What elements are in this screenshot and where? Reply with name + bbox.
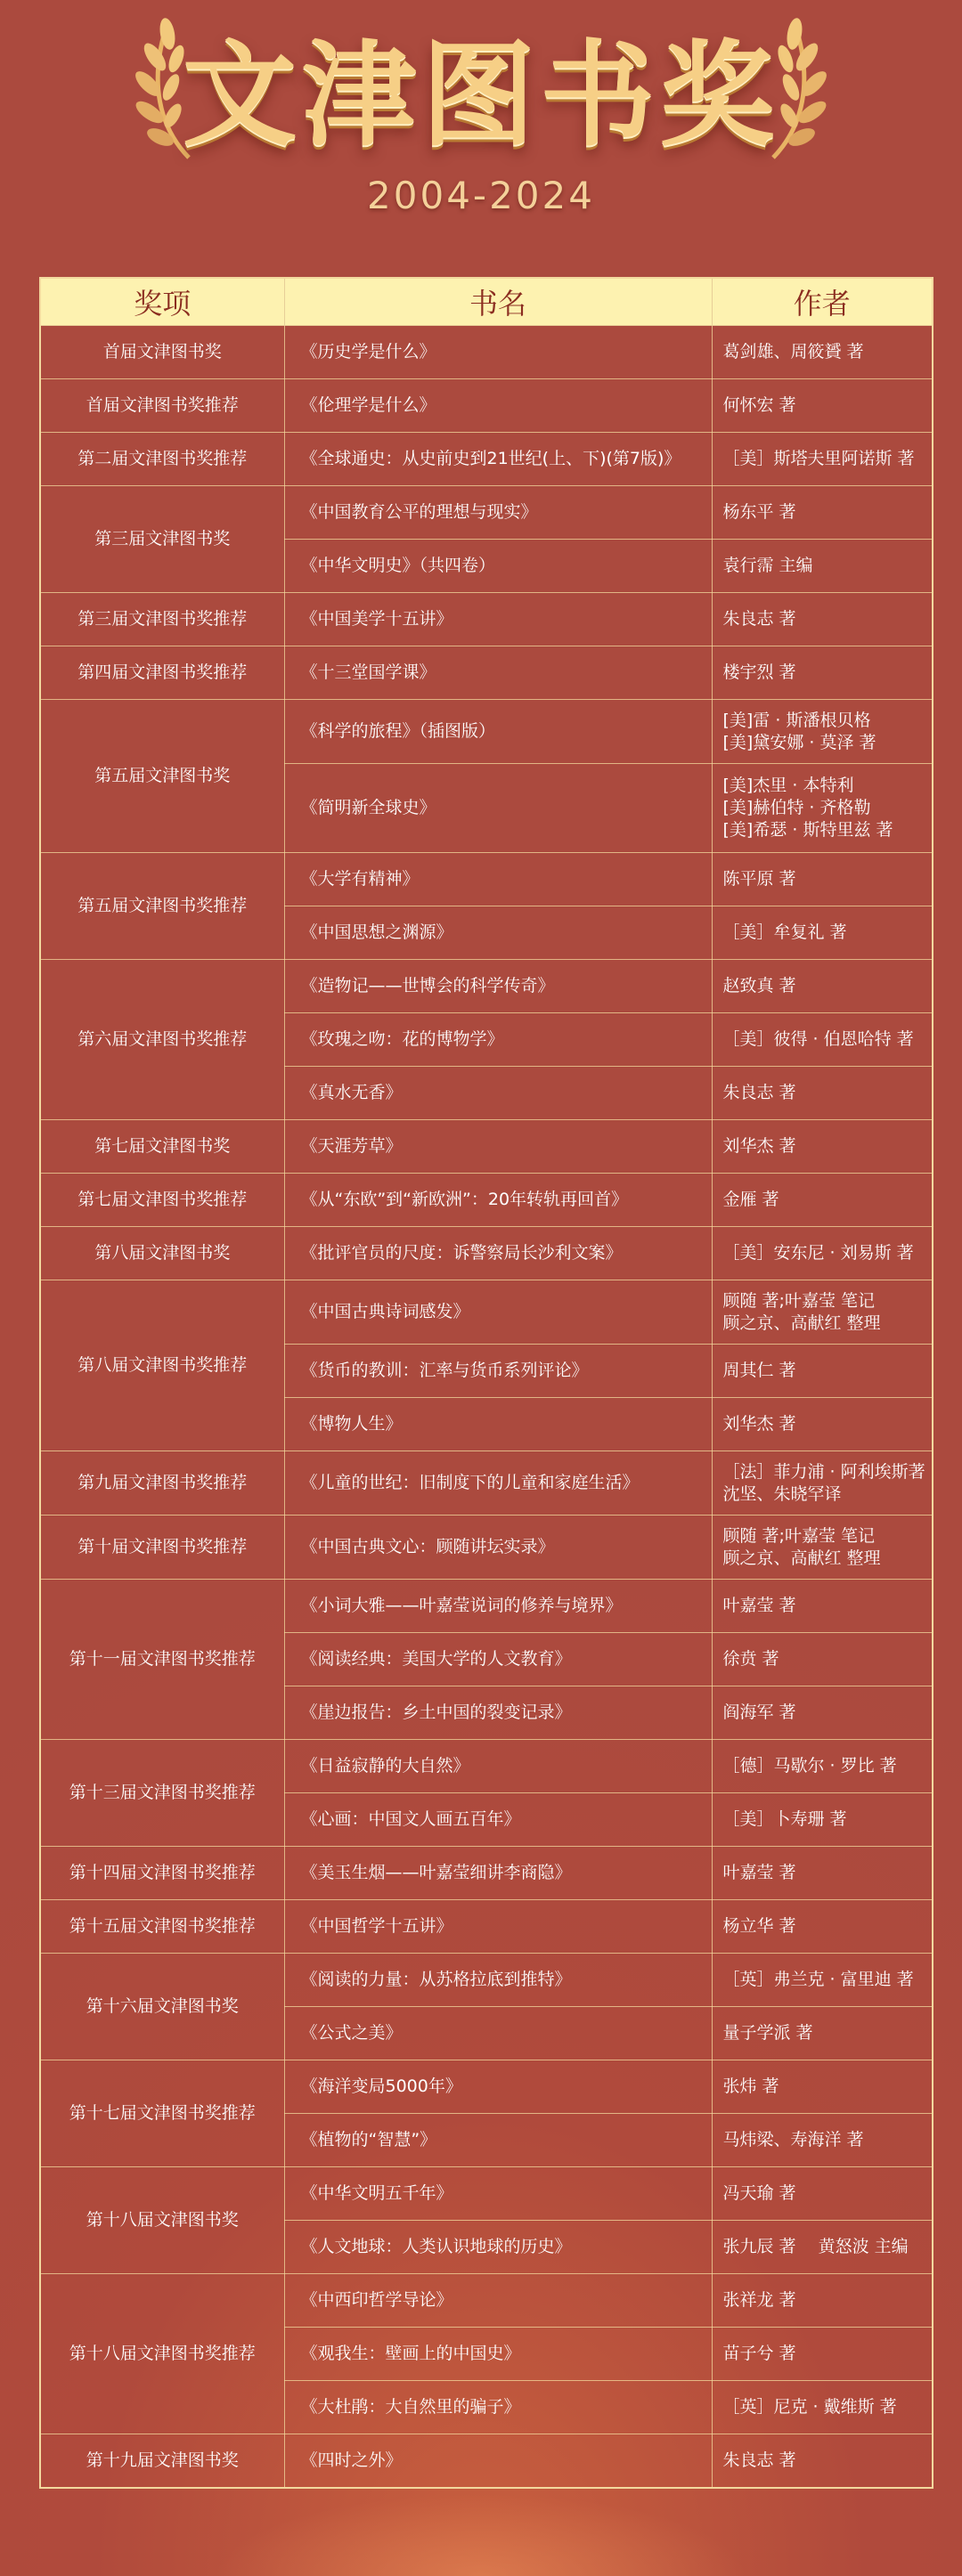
award-cell: 第十八届文津图书奖推荐	[40, 2274, 284, 2434]
author-cell	[712, 764, 933, 853]
table-row	[40, 379, 933, 433]
author-line: 苗子兮 著	[722, 2344, 796, 2363]
book-title-cell: 《中国古典诗词感发》	[284, 1280, 712, 1345]
author-line: 周其仁 著	[722, 1361, 796, 1380]
author-cell	[712, 1174, 933, 1227]
author-line: 马炜梁、寿海洋 著	[722, 2130, 864, 2149]
author-cell	[712, 1900, 933, 1954]
author-cell	[712, 1120, 933, 1174]
book-title-cell: 《历史学是什么》	[284, 326, 712, 379]
book-title-cell: 《简明新全球史》	[284, 764, 712, 853]
book-title-cell: 《全球通史：从史前史到21世纪(上、下)(第7版)》	[284, 433, 712, 486]
award-cell: 第十九届文津图书奖	[40, 2434, 284, 2488]
table-body	[40, 326, 933, 2488]
author-cell	[712, 906, 933, 960]
column-header-award: 奖项	[40, 278, 284, 326]
author-line: 顾随 著;叶嘉莹 笔记	[722, 1525, 875, 1546]
author-cell	[712, 2381, 933, 2434]
author-cell	[712, 2114, 933, 2167]
author-line: 陈平原 著	[722, 869, 796, 889]
book-title-cell: 《美玉生烟——叶嘉莹细讲李商隐》	[284, 1847, 712, 1900]
table-row	[40, 1120, 933, 1174]
table-row	[40, 2167, 933, 2221]
column-header-author: 作者	[712, 278, 933, 326]
author-cell	[712, 1227, 933, 1280]
book-title-cell: 《儿童的世纪：旧制度下的儿童和家庭生活》	[284, 1451, 712, 1516]
author-line: [美]雷 · 斯潘根贝格	[722, 710, 871, 730]
book-title-cell: 《植物的“智慧”》	[284, 2114, 712, 2167]
author-line: 张祥龙 著	[722, 2290, 796, 2310]
table-row	[40, 326, 933, 379]
book-title-cell: 《阅读的力量：从苏格拉底到推特》	[284, 1954, 712, 2007]
table-row	[40, 486, 933, 540]
author-line: ［美］安东尼 · 刘易斯 著	[722, 1243, 914, 1263]
book-title-cell: 《科学的旅程》（插图版）	[284, 700, 712, 764]
award-cell: 第五届文津图书奖	[40, 700, 284, 853]
table-row	[40, 1900, 933, 1954]
book-title-cell: 《大杜鹃：大自然里的骗子》	[284, 2381, 712, 2434]
book-title-cell: 《中国美学十五讲》	[284, 593, 712, 646]
award-cell: 第七届文津图书奖推荐	[40, 1174, 284, 1227]
award-cell: 第八届文津图书奖推荐	[40, 1280, 284, 1451]
author-line: [美]赫伯特 · 齐格勒	[722, 798, 871, 817]
book-title-cell: 《日益寂静的大自然》	[284, 1740, 712, 1793]
author-line: 沈坚、朱晓罕译	[722, 1483, 842, 1504]
column-header-title: 书名	[284, 278, 712, 326]
award-cell: 第五届文津图书奖推荐	[40, 853, 284, 960]
author-line: 徐贲 著	[722, 1649, 779, 1669]
author-cell	[712, 2060, 933, 2114]
book-title-cell: 《玫瑰之吻：花的博物学》	[284, 1013, 712, 1067]
award-cell: 第三届文津图书奖	[40, 486, 284, 593]
author-line: 叶嘉莹 著	[722, 1596, 796, 1615]
author-cell	[712, 1847, 933, 1900]
award-cell: 第二届文津图书奖推荐	[40, 433, 284, 486]
table-row	[40, 1847, 933, 1900]
author-cell	[712, 326, 933, 379]
award-cell: 首届文津图书奖	[40, 326, 284, 379]
author-line: 张九辰 著 黄怒波 主编	[722, 2237, 909, 2256]
book-title-cell: 《真水无香》	[284, 1067, 712, 1120]
award-cell: 第十三届文津图书奖推荐	[40, 1740, 284, 1847]
author-cell	[712, 960, 933, 1013]
author-line: 朱良志 著	[722, 609, 796, 629]
author-line: 张炜 著	[722, 2076, 779, 2096]
table-row	[40, 1740, 933, 1793]
book-title-cell: 《崖边报告：乡土中国的裂变记录》	[284, 1686, 712, 1740]
author-cell	[712, 1067, 933, 1120]
table-row	[40, 433, 933, 486]
author-cell	[712, 2434, 933, 2488]
table-row	[40, 593, 933, 646]
author-cell	[712, 2328, 933, 2381]
author-line: [美]杰里 · 本特利	[722, 776, 854, 795]
author-cell	[712, 1451, 933, 1516]
table-row	[40, 1227, 933, 1280]
award-cell: 第四届文津图书奖推荐	[40, 646, 284, 700]
author-line: [美]黛安娜 · 莫泽 著	[722, 732, 876, 752]
header-banner	[0, 0, 962, 267]
book-title-cell: 《造物记——世博会的科学传奇》	[284, 960, 712, 1013]
author-line: ［美］牟复礼 著	[722, 922, 847, 942]
book-title-cell: 《博物人生》	[284, 1398, 712, 1451]
table-row	[40, 1174, 933, 1227]
award-cell: 第十六届文津图书奖	[40, 1954, 284, 2060]
book-title-cell: 《中国哲学十五讲》	[284, 1900, 712, 1954]
author-line: 何怀宏 著	[722, 395, 796, 415]
book-title-cell: 《中国教育公平的理想与现实》	[284, 486, 712, 540]
author-cell	[712, 1954, 933, 2007]
table-row	[40, 646, 933, 700]
table-row	[40, 2060, 933, 2114]
author-line: 杨东平 著	[722, 502, 796, 522]
author-line: 刘华杰 著	[722, 1136, 796, 1156]
table-row	[40, 1516, 933, 1580]
author-cell	[712, 700, 933, 764]
book-title-cell: 《人文地球：人类认识地球的历史》	[284, 2221, 712, 2274]
author-line: 朱良志 著	[722, 1083, 796, 1102]
author-line: 杨立华 著	[722, 1916, 796, 1936]
author-line: 刘华杰 著	[722, 1414, 796, 1434]
book-title-cell: 《中华文明史》（共四卷）	[284, 540, 712, 593]
table-row	[40, 700, 933, 764]
book-title-cell: 《阅读经典：美国大学的人文教育》	[284, 1633, 712, 1686]
award-cell: 第十届文津图书奖推荐	[40, 1516, 284, 1580]
author-cell	[712, 2007, 933, 2060]
book-title-cell: 《天涯芳草》	[284, 1120, 712, 1174]
book-title-cell: 《大学有精神》	[284, 853, 712, 906]
author-cell	[712, 2221, 933, 2274]
award-cell: 第六届文津图书奖推荐	[40, 960, 284, 1120]
table-row	[40, 2274, 933, 2328]
book-title-cell: 《从“东欧”到“新欧洲”：20年转轨再回首》	[284, 1174, 712, 1227]
book-title-cell: 《伦理学是什么》	[284, 379, 712, 433]
author-line: 顾之京、高献红 整理	[722, 1548, 881, 1568]
author-cell	[712, 1580, 933, 1633]
author-cell	[712, 1516, 933, 1580]
author-cell	[712, 433, 933, 486]
author-cell	[712, 1686, 933, 1740]
author-line: 楼宇烈 著	[722, 662, 796, 682]
table-row	[40, 1954, 933, 2007]
book-title-cell: 《批评官员的尺度：诉警察局长沙利文案》	[284, 1227, 712, 1280]
author-line: 叶嘉莹 著	[722, 1863, 796, 1882]
author-line: ［英］尼克 · 戴维斯 著	[722, 2397, 897, 2417]
book-title-cell: 《心画：中国文人画五百年》	[284, 1793, 712, 1847]
award-cell: 第三届文津图书奖推荐	[40, 593, 284, 646]
author-line: 阎海军 著	[722, 1702, 796, 1722]
author-cell	[712, 1345, 933, 1398]
award-cell: 第十八届文津图书奖	[40, 2167, 284, 2274]
book-title-cell: 《货币的教训：汇率与货币系列评论》	[284, 1345, 712, 1398]
author-line: ［美］卜寿珊 著	[722, 1809, 847, 1829]
award-cell: 第九届文津图书奖推荐	[40, 1451, 284, 1516]
book-title-cell: 《海洋变局5000年》	[284, 2060, 712, 2114]
table-row	[40, 960, 933, 1013]
author-cell	[712, 646, 933, 700]
author-line: ［法］菲力浦 · 阿利埃斯著	[722, 1461, 925, 1482]
page-title: 文津图书奖	[182, 29, 779, 162]
author-line: 金雁 著	[722, 1190, 779, 1209]
award-cell: 首届文津图书奖推荐	[40, 379, 284, 433]
book-title-cell: 《观我生：壁画上的中国史》	[284, 2328, 712, 2381]
author-cell	[712, 853, 933, 906]
author-cell	[712, 486, 933, 540]
author-cell	[712, 1013, 933, 1067]
author-cell	[712, 1633, 933, 1686]
author-line: 量子学派 著	[722, 2023, 813, 2043]
year-range: 2004-2024	[367, 174, 595, 217]
author-cell	[712, 540, 933, 593]
book-title-cell: 《中国古典文心：顾随讲坛实录》	[284, 1516, 712, 1580]
author-line: ［英］弗兰克 · 富里迪 著	[722, 1970, 914, 1989]
table-header-row	[40, 278, 933, 326]
author-cell	[712, 2167, 933, 2221]
author-line: 袁行霈 主编	[722, 556, 813, 575]
author-cell	[712, 379, 933, 433]
author-line: 顾之京、高献红 整理	[722, 1312, 881, 1333]
award-cell: 第七届文津图书奖	[40, 1120, 284, 1174]
table-row	[40, 1451, 933, 1516]
author-line: 朱良志 著	[722, 2450, 796, 2470]
author-line: 赵致真 著	[722, 976, 796, 995]
author-cell	[712, 2274, 933, 2328]
book-title-cell: 《中国思想之渊源》	[284, 906, 712, 960]
author-line: ［美］彼得 · 伯恩哈特 著	[722, 1029, 914, 1049]
author-cell	[712, 593, 933, 646]
author-cell	[712, 1280, 933, 1345]
table-row	[40, 1280, 933, 1345]
author-cell	[712, 1398, 933, 1451]
table-row	[40, 1580, 933, 1633]
author-line: ［美］斯塔夫里阿诺斯 著	[722, 449, 915, 468]
author-line: 冯天瑜 著	[722, 2183, 796, 2203]
bottom-glow	[214, 2493, 748, 2576]
book-title-cell: 《中西印哲学导论》	[284, 2274, 712, 2328]
author-cell	[712, 1740, 933, 1793]
author-line: ［德］马歇尔 · 罗比 著	[722, 1756, 897, 1776]
book-title-cell: 《十三堂国学课》	[284, 646, 712, 700]
table-row	[40, 853, 933, 906]
book-title-cell: 《中华文明五千年》	[284, 2167, 712, 2221]
book-title-cell: 《四时之外》	[284, 2434, 712, 2488]
award-cell: 第八届文津图书奖	[40, 1227, 284, 1280]
book-title-cell: 《小词大雅——叶嘉莹说词的修养与境界》	[284, 1580, 712, 1633]
award-cell: 第十一届文津图书奖推荐	[40, 1580, 284, 1740]
author-line: 葛剑雄、周筱贇 著	[722, 342, 864, 362]
award-table	[39, 277, 933, 2489]
table-row	[40, 2434, 933, 2488]
award-cell: 第十四届文津图书奖推荐	[40, 1847, 284, 1900]
author-line: 顾随 著;叶嘉莹 笔记	[722, 1290, 875, 1311]
author-line: [美]希瑟 · 斯特里兹 著	[722, 820, 893, 840]
book-title-cell: 《公式之美》	[284, 2007, 712, 2060]
award-cell: 第十七届文津图书奖推荐	[40, 2060, 284, 2167]
author-cell	[712, 1793, 933, 1847]
award-cell: 第十五届文津图书奖推荐	[40, 1900, 284, 1954]
